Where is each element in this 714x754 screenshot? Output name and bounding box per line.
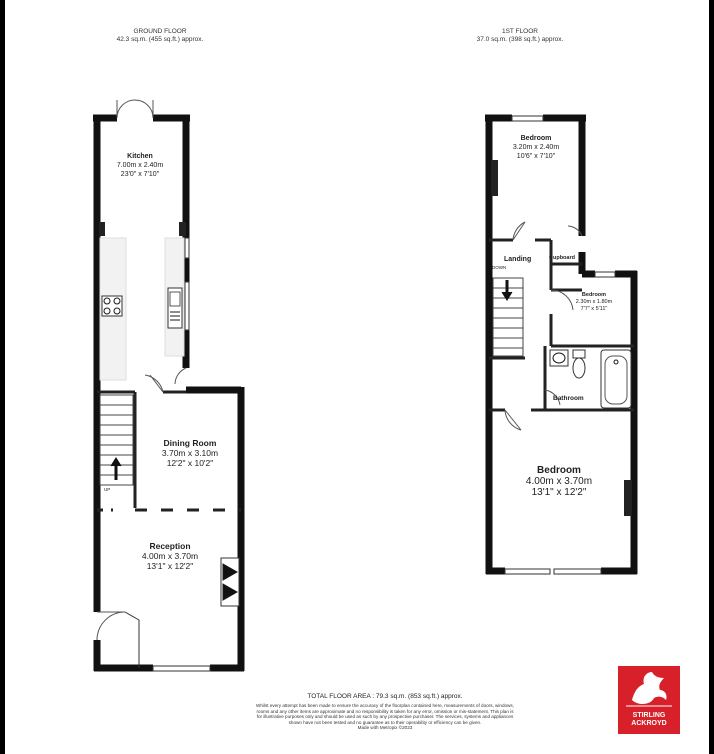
bathroom-label: Bathroom [553, 395, 584, 402]
stairs-down-label: DOWN [492, 265, 507, 270]
agency-logo [618, 666, 680, 734]
disclaimer-text: Whilst every attempt has been made to ensure the accuracy of the floorplan contained here, measurements of doors, windows, rooms and any other items are approximate and no responsibility is taken for any error, omission or mis-statement. This plan is for illustrative purposes only and should be used as such by any prospective purchaser. The services, systems and appliances shown have not been tested and no guarantee as to their operability or efficiency can be given. [256, 703, 514, 725]
room-name: Kitchen [127, 153, 153, 160]
room-imperial: 7'7" x 5'11" [580, 306, 608, 312]
room-metric: 4.00m x 3.70m [141, 551, 199, 561]
total-floor-area: TOTAL FLOOR AREA : 79.3 sq.m. (853 sq.ft.) approx. [307, 693, 463, 700]
room-metric: 2.30m x 1.80m [575, 299, 613, 305]
dragon-icon [618, 666, 680, 712]
room-name: Dining Room [163, 438, 217, 448]
cupboard-label: Cupboard [549, 255, 575, 261]
logo-line-1: STIRLING [632, 712, 666, 719]
bedroom-1-label [501, 134, 571, 161]
room-metric: 3.70m x 3.10m [161, 448, 219, 458]
logo-line-2: ACKROYD [631, 720, 667, 727]
room-metric: 4.00m x 3.70m [525, 476, 593, 487]
room-imperial: 13'1" x 12'2" [146, 561, 194, 571]
floorplan-drawing [5, 0, 709, 754]
room-name: Bedroom [581, 292, 607, 298]
room-name: Reception [149, 541, 191, 551]
floorplan-sheet [5, 0, 709, 754]
made-with: Made with Metropix ©2023 [357, 725, 413, 731]
disclaimer [255, 703, 515, 731]
reception-label [125, 541, 215, 571]
bedroom-2-label [559, 292, 629, 313]
room-imperial: 12'2" x 10'2" [166, 458, 214, 468]
room-metric: 7.00m x 2.40m [116, 162, 164, 169]
room-imperial: 13'1" x 12'2" [531, 487, 587, 498]
first-floor-area: 37.0 sq.m. (398 sq.ft.) approx. [476, 36, 564, 43]
room-imperial: 23'0" x 7'10" [120, 171, 160, 178]
ground-floor-area: 42.3 sq.m. (455 sq.ft.) approx. [116, 36, 204, 43]
stairs-up-label: UP [104, 487, 111, 492]
room-imperial: 10'6" x 7'10" [516, 153, 556, 160]
bedroom-3-label [499, 465, 619, 498]
kitchen-label [105, 152, 175, 179]
room-name: Bedroom [537, 465, 581, 476]
room-metric: 3.20m x 2.40m [512, 144, 560, 151]
ground-floor-title: GROUND FLOOR [133, 28, 187, 35]
first-floor-title: 1ST FLOOR [501, 28, 538, 35]
room-name: Bedroom [520, 135, 552, 142]
dining-room-label [145, 438, 235, 468]
landing-label: Landing [504, 256, 532, 263]
logo-text [618, 712, 680, 728]
